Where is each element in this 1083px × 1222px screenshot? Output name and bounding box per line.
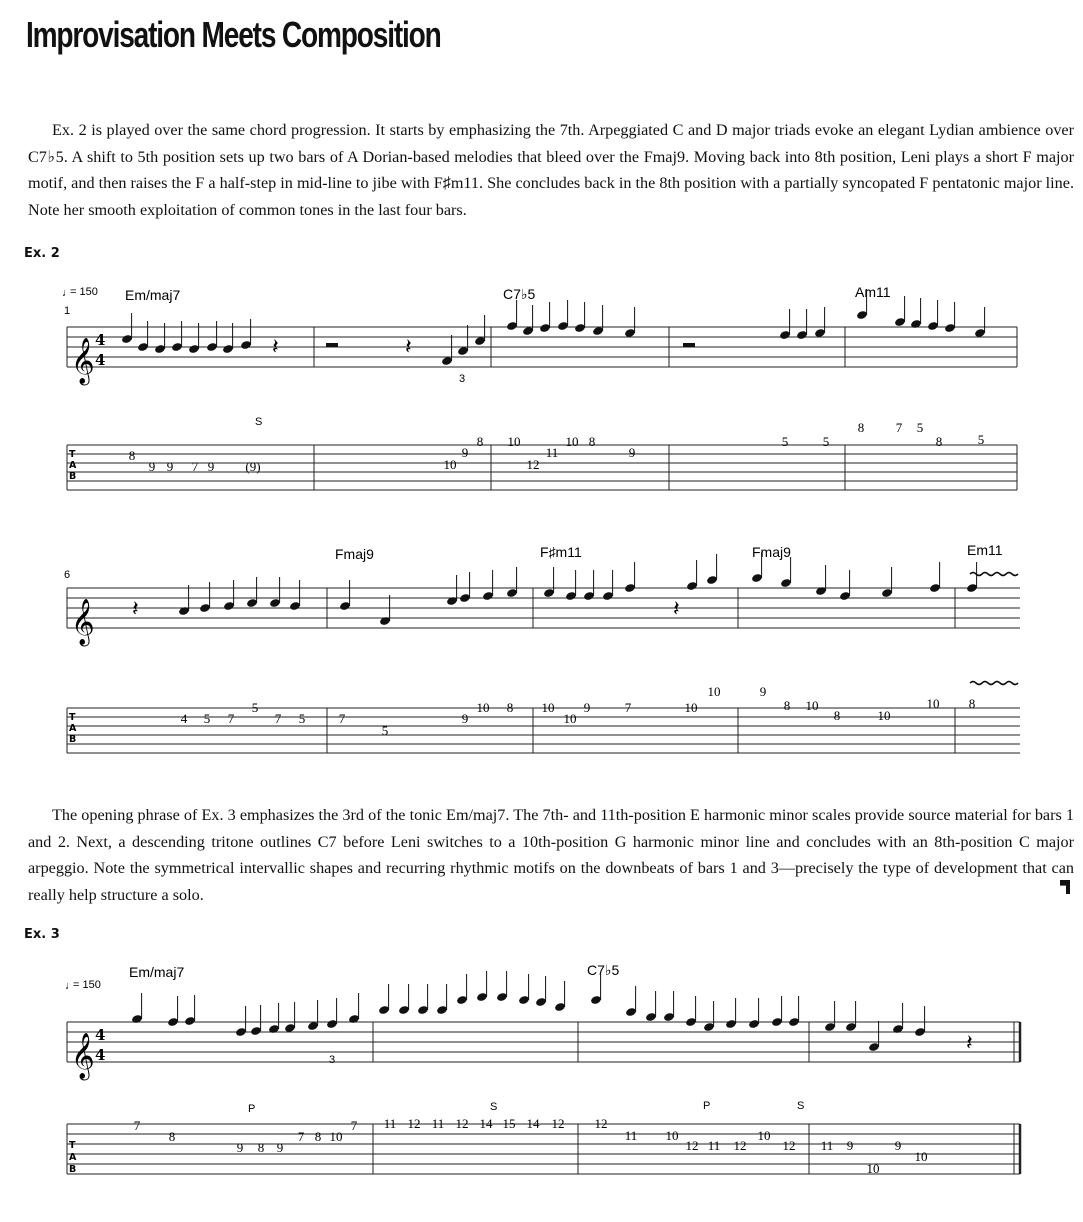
tab-fret-number: 12 <box>733 1138 747 1153</box>
tab-fret-number: 14 <box>479 1116 493 1131</box>
tab-fret-number: 10 <box>563 711 577 726</box>
tab-fret-number: 8 <box>935 434 943 449</box>
tab-fret-number: 7 <box>624 700 632 715</box>
technique-mark: S <box>797 1100 805 1112</box>
vibrato-icon <box>970 573 1018 576</box>
tempo-note-icon: ♩ <box>62 287 73 299</box>
ex2-tempo: = 150 <box>70 286 98 298</box>
tab-fret-number: 11 <box>820 1138 834 1153</box>
tab-fret-number: 10 <box>443 457 457 472</box>
chord-symbol: Am11 <box>855 284 891 300</box>
tab-fret-number: 8 <box>128 448 136 463</box>
tab-fret-number: 10 <box>805 698 819 713</box>
half-rest-icon <box>326 343 338 347</box>
chord-symbol: Fmaj9 <box>752 544 791 560</box>
svg-text:A: A <box>69 460 77 471</box>
tab-fret-number: 10 <box>866 1161 880 1176</box>
svg-text:B: B <box>69 1164 77 1175</box>
tab-fret-number: 5 <box>781 434 789 449</box>
time-sig-top: 4 <box>95 1026 106 1044</box>
vibrato-icon <box>970 682 1018 685</box>
tab-numbers <box>129 420 985 1176</box>
svg-text:B: B <box>69 471 77 482</box>
tab-fret-number: 12 <box>685 1138 699 1153</box>
tab-fret-number: 12 <box>455 1116 469 1131</box>
tab-fret-number: 8 <box>833 708 841 723</box>
tab-fret-number: 9 <box>166 459 174 474</box>
tab-fret-number: 7 <box>133 1118 141 1133</box>
time-sig-top: 4 <box>95 331 106 349</box>
ex3-tempo: = 150 <box>73 979 101 991</box>
svg-text:A: A <box>69 1152 77 1163</box>
technique-mark: P <box>248 1103 256 1115</box>
half-rest-icon <box>683 343 695 347</box>
tab-fret-number: 10 <box>476 700 490 715</box>
chord-symbol: Em/maj7 <box>125 287 181 303</box>
rest-icon: 𝄽 <box>673 597 680 622</box>
rest-icon: 𝄽 <box>405 335 412 360</box>
svg-text:B: B <box>69 734 77 745</box>
tab-fret-number: 9 <box>207 459 215 474</box>
tab-fret-number: 9 <box>583 700 591 715</box>
tab-fret-number: 10 <box>877 708 891 723</box>
tab-fret-number: 11 <box>624 1128 638 1143</box>
tab-fret-number: 10 <box>329 1129 343 1144</box>
ex3-label: Ex. 3 <box>24 927 60 942</box>
svg-text:T: T <box>69 449 76 460</box>
tab-fret-number: 9 <box>628 445 636 460</box>
tab-fret-number: 8 <box>588 434 596 449</box>
tab-fret-number: 14 <box>526 1116 540 1131</box>
tab-fret-number: 10 <box>665 1128 679 1143</box>
tab-fret-number: 7 <box>191 459 199 474</box>
tab-fret-number: 15 <box>502 1116 516 1131</box>
technique-mark: S <box>255 416 263 428</box>
tab-fret-number: 5 <box>298 711 306 726</box>
tab-fret-number: 5 <box>203 711 211 726</box>
note-heads <box>121 289 986 1052</box>
tab-fret-number: 7 <box>895 420 903 435</box>
tab-fret-number: 7 <box>297 1129 305 1144</box>
chord-symbol: Em/maj7 <box>129 964 185 980</box>
tab-fret-number: 9 <box>461 711 469 726</box>
paragraph-ex2-description: Ex. 2 is played over the same chord progression. It starts by emphasizing the 7th. Arpeggiated C and D major triads evoke an elegant Lydian ambience over C7♭5. A shift to 5th position sets up two bars of A Dorian-based melodies that bleed over the Fmaj9. Moving back into 8th position, Leni plays a short F major motif, and then raises the F a half-step in mid-line to jibe with F♯m11. She concludes back in the 8th position with a partially syncopated F pentatonic major line. Note her smooth exploitation of common tones in the last four bars. <box>28 121 1074 219</box>
chord-symbol: Em11 <box>967 542 1003 558</box>
tab-fret-number: 12 <box>594 1116 608 1131</box>
tab-fret-number: 12 <box>551 1116 565 1131</box>
tab-fret-number: 10 <box>914 1149 928 1164</box>
tab-fret-number: 7 <box>350 1118 358 1133</box>
tab-fret-number: 11 <box>545 445 559 460</box>
tab-fret-number: 7 <box>274 711 282 726</box>
treble-clef-icon: 𝄞 <box>71 599 95 645</box>
svg-text:A: A <box>69 723 77 734</box>
triplet-mark: 3 <box>459 373 466 385</box>
page-title: Improvisation Meets Composition <box>26 14 441 55</box>
ex2-label: Ex. 2 <box>24 246 60 261</box>
tab-fret-number: 9 <box>148 459 156 474</box>
tab-fret-number: 8 <box>968 696 976 711</box>
technique-mark: S <box>490 1101 498 1113</box>
tempo-note-icon: ♩ <box>65 980 76 992</box>
tab-fret-number: 12 <box>407 1116 421 1131</box>
tab-fret-number: 8 <box>257 1140 265 1155</box>
tab-fret-number: 10 <box>926 696 940 711</box>
tab-fret-number: 12 <box>782 1138 796 1153</box>
tab-fret-number: 8 <box>476 434 484 449</box>
svg-text:T: T <box>69 712 76 723</box>
tab-fret-number: 10 <box>565 434 579 449</box>
tab-fret-number: 10 <box>684 700 698 715</box>
tab-fret-number: 11 <box>707 1138 721 1153</box>
rest-icon: 𝄽 <box>132 597 139 622</box>
tab-fret-number: 8 <box>783 698 791 713</box>
tab-fret-number: (9) <box>245 459 261 474</box>
time-sig-bottom: 4 <box>95 1046 106 1064</box>
rest-icon: 𝄽 <box>966 1031 973 1056</box>
tab-fret-number: 5 <box>977 432 985 447</box>
tab-fret-number: 11 <box>383 1116 397 1131</box>
tab-fret-number: 7 <box>227 711 235 726</box>
chord-symbol: C7♭5 <box>587 962 620 978</box>
tab-fret-number: 5 <box>381 723 389 738</box>
treble-clef-icon: 𝄞 <box>71 338 95 384</box>
tab-fret-number: 9 <box>276 1140 284 1155</box>
tab-fret-number: 9 <box>894 1138 902 1153</box>
treble-clef-icon: 𝄞 <box>71 1033 95 1079</box>
tab-fret-number: 8 <box>168 1129 176 1144</box>
chord-symbol: C7♭5 <box>503 286 536 302</box>
tab-fret-number: 4 <box>180 711 188 726</box>
tab-fret-number: 10 <box>541 700 555 715</box>
tab-fret-number: 5 <box>916 420 924 435</box>
tab-fret-number: 11 <box>431 1116 445 1131</box>
chord-symbol: Fmaj9 <box>335 546 374 562</box>
tab-fret-number: 9 <box>759 684 767 699</box>
tab-fret-number: 5 <box>251 700 259 715</box>
tab-fret-number: 8 <box>506 700 514 715</box>
tab-fret-number: 10 <box>507 434 521 449</box>
paragraph-ex3-description: The opening phrase of Ex. 3 emphasizes the 3rd of the tonic Em/maj7. The 7th- and 11th-position E harmonic minor scales provide source material for bars 1 and 2. Next, a descending tritone outlines C7 before Leni switches to a 10th-position G harmonic minor line and concludes with an 8th-position C major arpeggio. Note the symmetrical intervallic shapes and recurring rhythmic motifs on the downbeats of bars 1 and 3—precisely the type of development that can really help structure a solo. <box>28 806 1074 904</box>
tab-fret-number: 12 <box>526 457 540 472</box>
tab-fret-number: 8 <box>314 1129 322 1144</box>
tab-fret-number: 10 <box>757 1128 771 1143</box>
chord-symbol: F♯m11 <box>540 544 582 560</box>
ex3-staff <box>67 1022 1020 1062</box>
rest-icon: 𝄽 <box>272 335 279 360</box>
measure-number: 1 <box>64 305 71 317</box>
tab-fret-number: 8 <box>857 420 865 435</box>
svg-text:T: T <box>69 1140 76 1151</box>
tab-fret-number: 9 <box>846 1138 854 1153</box>
tab-fret-number: 10 <box>707 684 721 699</box>
time-sig-bottom: 4 <box>95 351 106 369</box>
tab-fret-number: 5 <box>822 434 830 449</box>
tab-fret-number: 9 <box>461 445 469 460</box>
measure-number: 6 <box>64 569 71 581</box>
triplet-mark: 3 <box>329 1054 336 1066</box>
tab-fret-number: 7 <box>338 711 346 726</box>
technique-mark: P <box>703 1100 711 1112</box>
tab-fret-number: 9 <box>236 1140 244 1155</box>
